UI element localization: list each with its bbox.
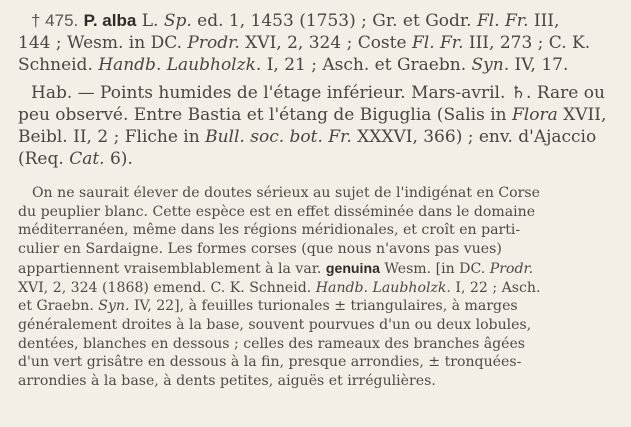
header-line-1 (18, 10, 617, 32)
italic-citation: Cat. (69, 149, 105, 169)
italic-citation: Syn. (98, 298, 130, 315)
habitat-line-4: (Req. Cat. 6). (18, 149, 133, 169)
note-line: On ne saurait élever de doutes sérieux au sujet de l'indigénat en Corse (32, 185, 540, 201)
habitat-line-3: Beibl. II, 2 ; Fliche in Bull. soc. bot. Fr. XXXVI, 366) ; env. d'Ajaccio (18, 127, 597, 147)
italic-citation: Fl. Fr. (411, 33, 464, 53)
italic-citation: Handb. Laubholzk. (98, 55, 262, 75)
species-name: P. alba (83, 11, 137, 30)
italic-citation: Fl. Fr. (476, 11, 529, 31)
italic-citation: Bull. soc. bot. Fr. (205, 127, 352, 147)
note-line: arrondies à la base, à dents petites, aiguës et irrégulières. (18, 373, 436, 390)
habitat-paragraph (18, 82, 617, 170)
italic-citation: Sp. (163, 11, 192, 31)
italic-citation: Syn. (471, 55, 510, 75)
habitat-line-1: Hab. — Points humides de l'étage inférieur. Mars-avril. ♄. Rare ou (31, 83, 605, 103)
header-citation-1: L. Sp. ed. 1, 1453 (1753) ; Gr. et Godr. Fl. Fr. III, (141, 11, 560, 31)
commentary-note (18, 184, 617, 391)
italic-citation: Prodr. (187, 33, 240, 53)
italic-citation: Handb. Laubholzk. (315, 279, 451, 296)
note-line: généralement droites à la base, souvent pourvues d'un ou deux lobules, (18, 316, 532, 333)
header-line-3: Schneid. Handb. Laubholzk. I, 21 ; Asch. et Graebn. Syn. IV, 17. (18, 55, 569, 75)
species-entry (18, 10, 617, 170)
note-line: XVI, 2, 324 (1868) emend. C. K. Schneid. Handb. Laubholzk. I, 22 ; Asch. (18, 279, 541, 296)
note-line: dentées, blanches en dessous ; celles des rameaux des branches âgées (18, 335, 526, 352)
italic-citation: Flora (512, 105, 558, 125)
note-line: culier en Sardaigne. Les formes corses (que nous n'avons pas vues) (18, 241, 502, 258)
note-line: et Graebn. Syn. IV, 22], à feuilles turionales ± triangulaires, à marges (18, 298, 518, 315)
bold-taxon: genuina (325, 259, 380, 276)
habitat-line-2: peu observé. Entre Bastia et l'étang de Biguglia (Salis in Flora XVII, (18, 105, 607, 125)
italic-citation: Prodr. (489, 260, 534, 277)
note-line: du peuplier blanc. Cette espèce est en effet disséminée dans le domaine (18, 203, 536, 220)
note-line: appartiennent vraisemblablement à la var. genuina Wesm. [in DC. Prodr. (18, 259, 534, 277)
note-line: méditerranéen, même dans les régions méridionales, et croît en parti- (18, 222, 521, 239)
note-line: d'un vert grisâtre en dessous à la fin, presque arrondies, ± tronquées- (18, 354, 522, 371)
entry-number: † 475. (31, 11, 79, 30)
header-line-2: 144 ; Wesm. in DC. Prodr. XVI, 2, 324 ; Coste Fl. Fr. III, 273 ; C. K. (18, 33, 591, 53)
entry-header (18, 10, 617, 76)
commentary-paragraph (18, 184, 617, 391)
